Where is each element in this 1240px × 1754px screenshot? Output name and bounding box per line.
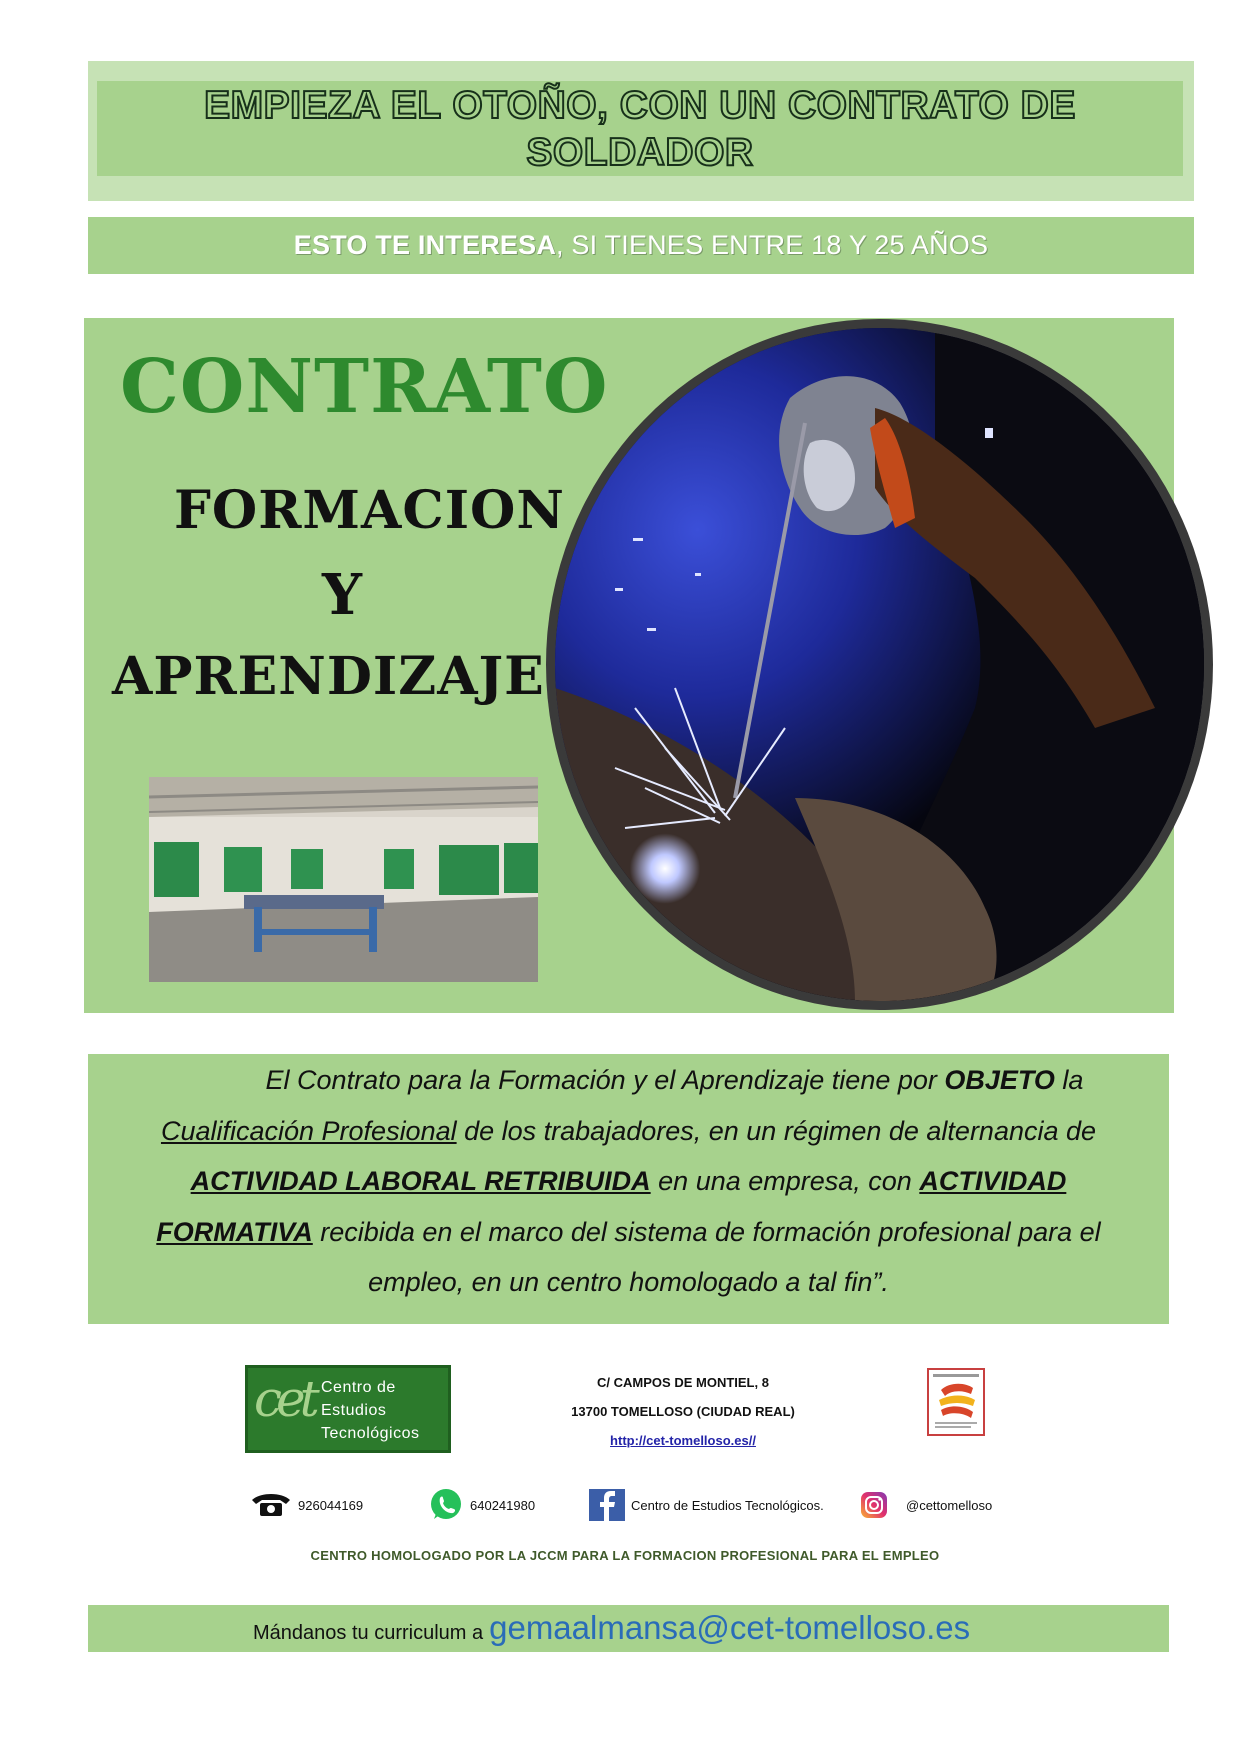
workshop-illustration bbox=[149, 777, 538, 982]
facebook-icon bbox=[589, 1489, 625, 1521]
welder-illustration bbox=[555, 328, 1204, 1001]
desc-actividad-formativa: ACTIVIDAD FORMATIVA bbox=[156, 1166, 1067, 1247]
telephone-icon bbox=[250, 1492, 292, 1518]
facebook-name: Centro de Estudios Tecnológicos. bbox=[631, 1497, 824, 1513]
welder-photo bbox=[555, 328, 1204, 1001]
age-banner-text bbox=[294, 230, 988, 261]
hero-word-formacion: FORMACION bbox=[174, 480, 565, 541]
desc-part-4: en una empresa, con bbox=[650, 1166, 920, 1196]
address-street: C/ CAMPOS DE MONTIEL, 8 bbox=[597, 1375, 769, 1390]
contact-phone[interactable] bbox=[250, 1485, 363, 1525]
welder-photo-frame bbox=[546, 319, 1213, 1010]
cet-logo-line-2: Estudios bbox=[321, 1402, 387, 1419]
description-text bbox=[114, 1054, 1143, 1308]
homologation-note: CENTRO HOMOLOGADO POR LA JCCM PARA LA FORMACION PROFESIONAL PARA EL EMPLEO bbox=[310, 1548, 940, 1563]
instagram-icon bbox=[860, 1491, 888, 1519]
cet-logo bbox=[245, 1365, 451, 1453]
instagram-handle: @cettomelloso bbox=[906, 1497, 993, 1513]
quality-seal bbox=[927, 1368, 985, 1436]
desc-part-1: El Contrato para la Formación y el Aprendizaje tiene por bbox=[265, 1065, 945, 1095]
whatsapp-number: 640241980 bbox=[470, 1497, 536, 1513]
contact-facebook[interactable] bbox=[589, 1485, 824, 1525]
mail-prefix: Mándanos tu curriculum a bbox=[253, 1622, 484, 1644]
desc-actividad-laboral: ACTIVIDAD LABORAL RETRIBUIDA bbox=[190, 1166, 651, 1196]
desc-part-2: la bbox=[1054, 1065, 1084, 1095]
quality-seal-icon bbox=[929, 1370, 983, 1434]
address-block bbox=[540, 1368, 826, 1455]
cet-logo-line-3: Tecnológicos bbox=[321, 1425, 420, 1442]
phone-number: 926044169 bbox=[298, 1497, 364, 1513]
cet-logo-line-1: Centro de bbox=[321, 1379, 396, 1396]
mail-address-link[interactable]: gemaalmansa@cet-tomelloso.es bbox=[489, 1609, 971, 1646]
age-banner-rest: , SI TIENES ENTRE 18 Y 25 AÑOS bbox=[556, 230, 989, 260]
address-city: 13700 TOMELLOSO (CIUDAD REAL) bbox=[571, 1404, 795, 1419]
desc-objeto: OBJETO bbox=[944, 1065, 1055, 1095]
hero-word-contrato: CONTRATO bbox=[120, 344, 609, 430]
age-banner-bold: ESTO TE INTERESA bbox=[293, 230, 557, 260]
page-title: EMPIEZA EL OTOÑO, CON UN CONTRATO DE SOLDADOR bbox=[204, 83, 1076, 174]
desc-part-5: recibida en el marco del sistema de formación profesional para el empleo, en un centro homologado a tal fin”. bbox=[312, 1216, 1101, 1297]
mail-banner bbox=[88, 1605, 1169, 1652]
desc-cualificacion: Cualificación Profesional bbox=[160, 1115, 457, 1146]
website-link[interactable]: http://cet-tomelloso.es// bbox=[610, 1433, 756, 1448]
header-banner bbox=[88, 61, 1194, 201]
contact-whatsapp[interactable] bbox=[428, 1485, 535, 1525]
desc-part-3: de los trabajadores, en un régimen de alternancia de bbox=[456, 1115, 1097, 1146]
age-banner bbox=[88, 217, 1194, 274]
whatsapp-icon bbox=[428, 1487, 464, 1523]
hero-word-y: Y bbox=[322, 562, 362, 628]
cet-logo-text bbox=[321, 1376, 420, 1445]
contact-instagram[interactable] bbox=[860, 1485, 992, 1525]
hero-word-aprendizaje: APRENDIZAJE bbox=[112, 646, 545, 707]
cet-logo-letters: cet bbox=[254, 1370, 314, 1428]
workshop-photo bbox=[149, 777, 538, 982]
description-panel bbox=[88, 1054, 1169, 1324]
hero-panel bbox=[84, 318, 1174, 1013]
header-inner-band bbox=[97, 81, 1183, 176]
mail-line bbox=[253, 1609, 970, 1647]
